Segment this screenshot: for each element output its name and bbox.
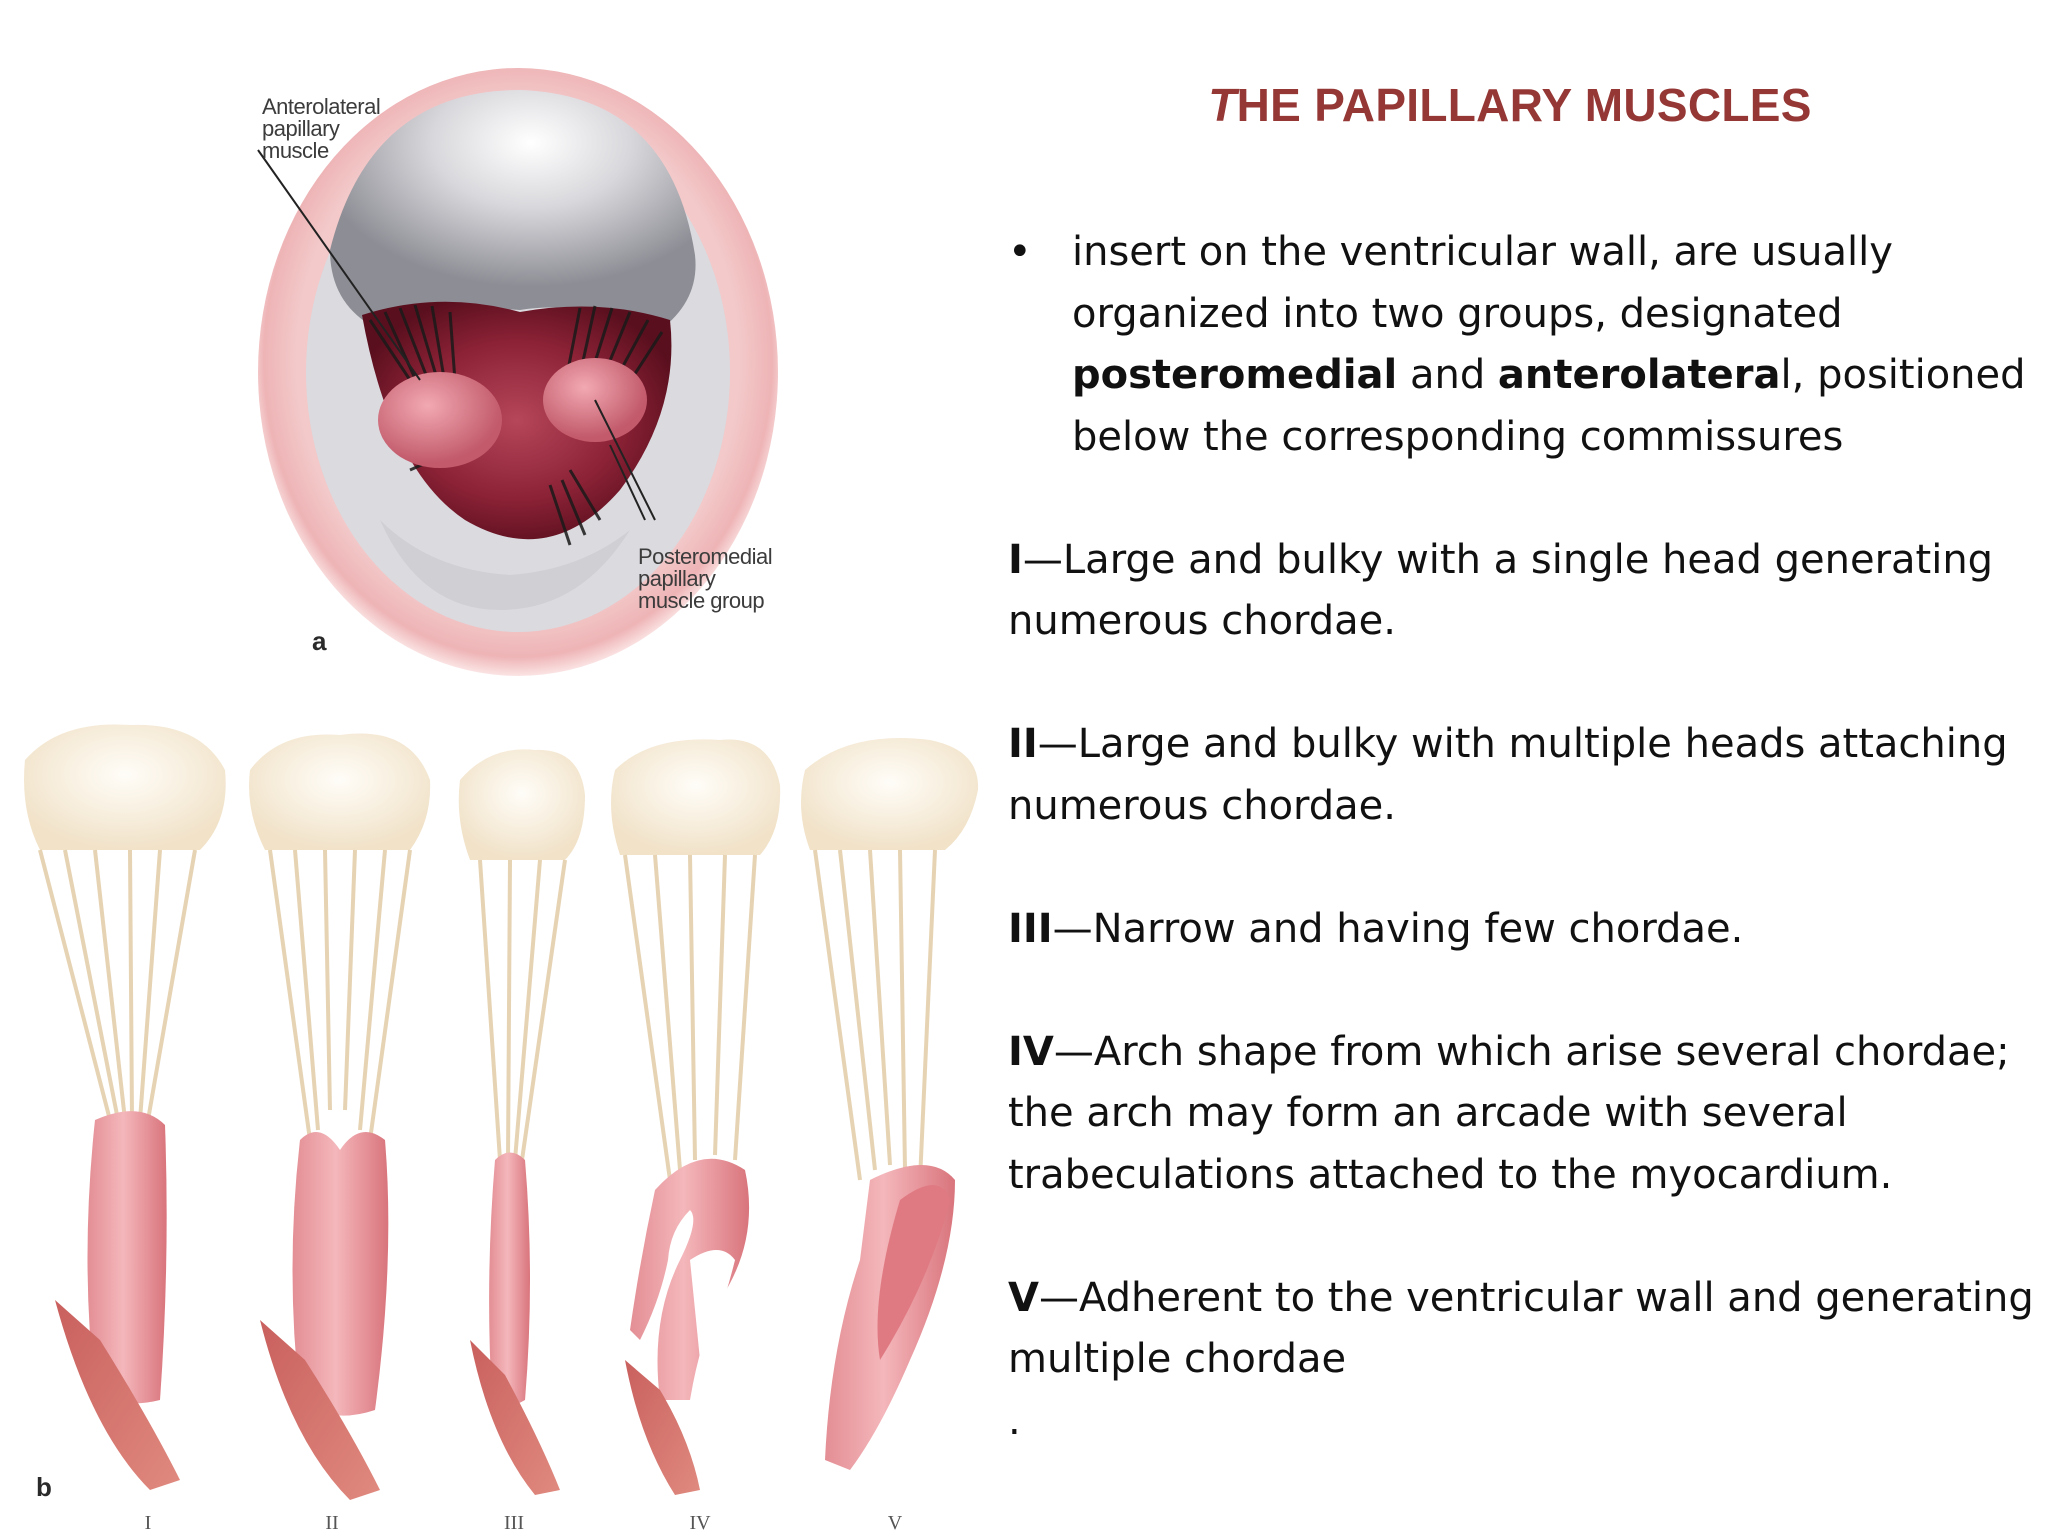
muscle-type-v xyxy=(801,738,978,1470)
type-iv-description: IV—Arch shape from which arise several chordae; the arch may form an arcade with several trabeculations attached to the myocardium. xyxy=(1008,1028,2010,1198)
slide-body xyxy=(1008,222,2038,1452)
figure-b-label-iii: III xyxy=(504,1512,524,1534)
figure-a-letter: a xyxy=(312,626,327,656)
type-iii-description: III—Narrow and having few chordae. xyxy=(1008,905,1744,952)
trailing-dot: . xyxy=(1008,1397,1021,1444)
type-ii-description: II—Large and bulky with multiple heads attaching numerous chordae. xyxy=(1008,721,2008,829)
title-rest: HE PAPILLARY MUSCLES xyxy=(1236,79,1812,131)
term-posteromedial: posteromedial xyxy=(1072,352,1398,398)
figure-b-label-v: V xyxy=(887,1512,903,1534)
muscle-type-i xyxy=(24,724,226,1490)
bullet-point: • insert on the ventricular wall, are usually organized into two groups, designated posteromedial and anterolateral, positioned below the corresponding commissures xyxy=(1008,222,2038,468)
muscle-type-ii xyxy=(249,733,430,1500)
slide-title xyxy=(1000,78,2020,132)
figure-b-label-i: I xyxy=(144,1512,152,1534)
term-anterolateral: anterolatera xyxy=(1497,352,1781,398)
posteromedial-label: Posteromedial papillary muscle group xyxy=(638,544,773,613)
type-i-description: I—Large and bulky with a single head generating numerous chordae. xyxy=(1008,536,1994,644)
title-first-letter: T xyxy=(1208,79,1237,131)
type-v-description: V—Adherent to the ventricular wall and generating multiple chordae xyxy=(1008,1274,2034,1382)
figure-b-letter: b xyxy=(36,1472,52,1502)
figure-b-label-ii: II xyxy=(325,1512,339,1534)
muscle-type-iv xyxy=(611,739,780,1495)
muscle-type-iii xyxy=(459,749,585,1495)
bullet-symbol: • xyxy=(1008,229,1032,275)
anterolateral-label: Anterolateral papillary muscle xyxy=(262,94,381,163)
papillary-muscle-types-illustration xyxy=(0,700,1000,1536)
anterolateral-papillary-muscle xyxy=(378,372,502,468)
figure-b-label-iv: IV xyxy=(689,1512,711,1534)
